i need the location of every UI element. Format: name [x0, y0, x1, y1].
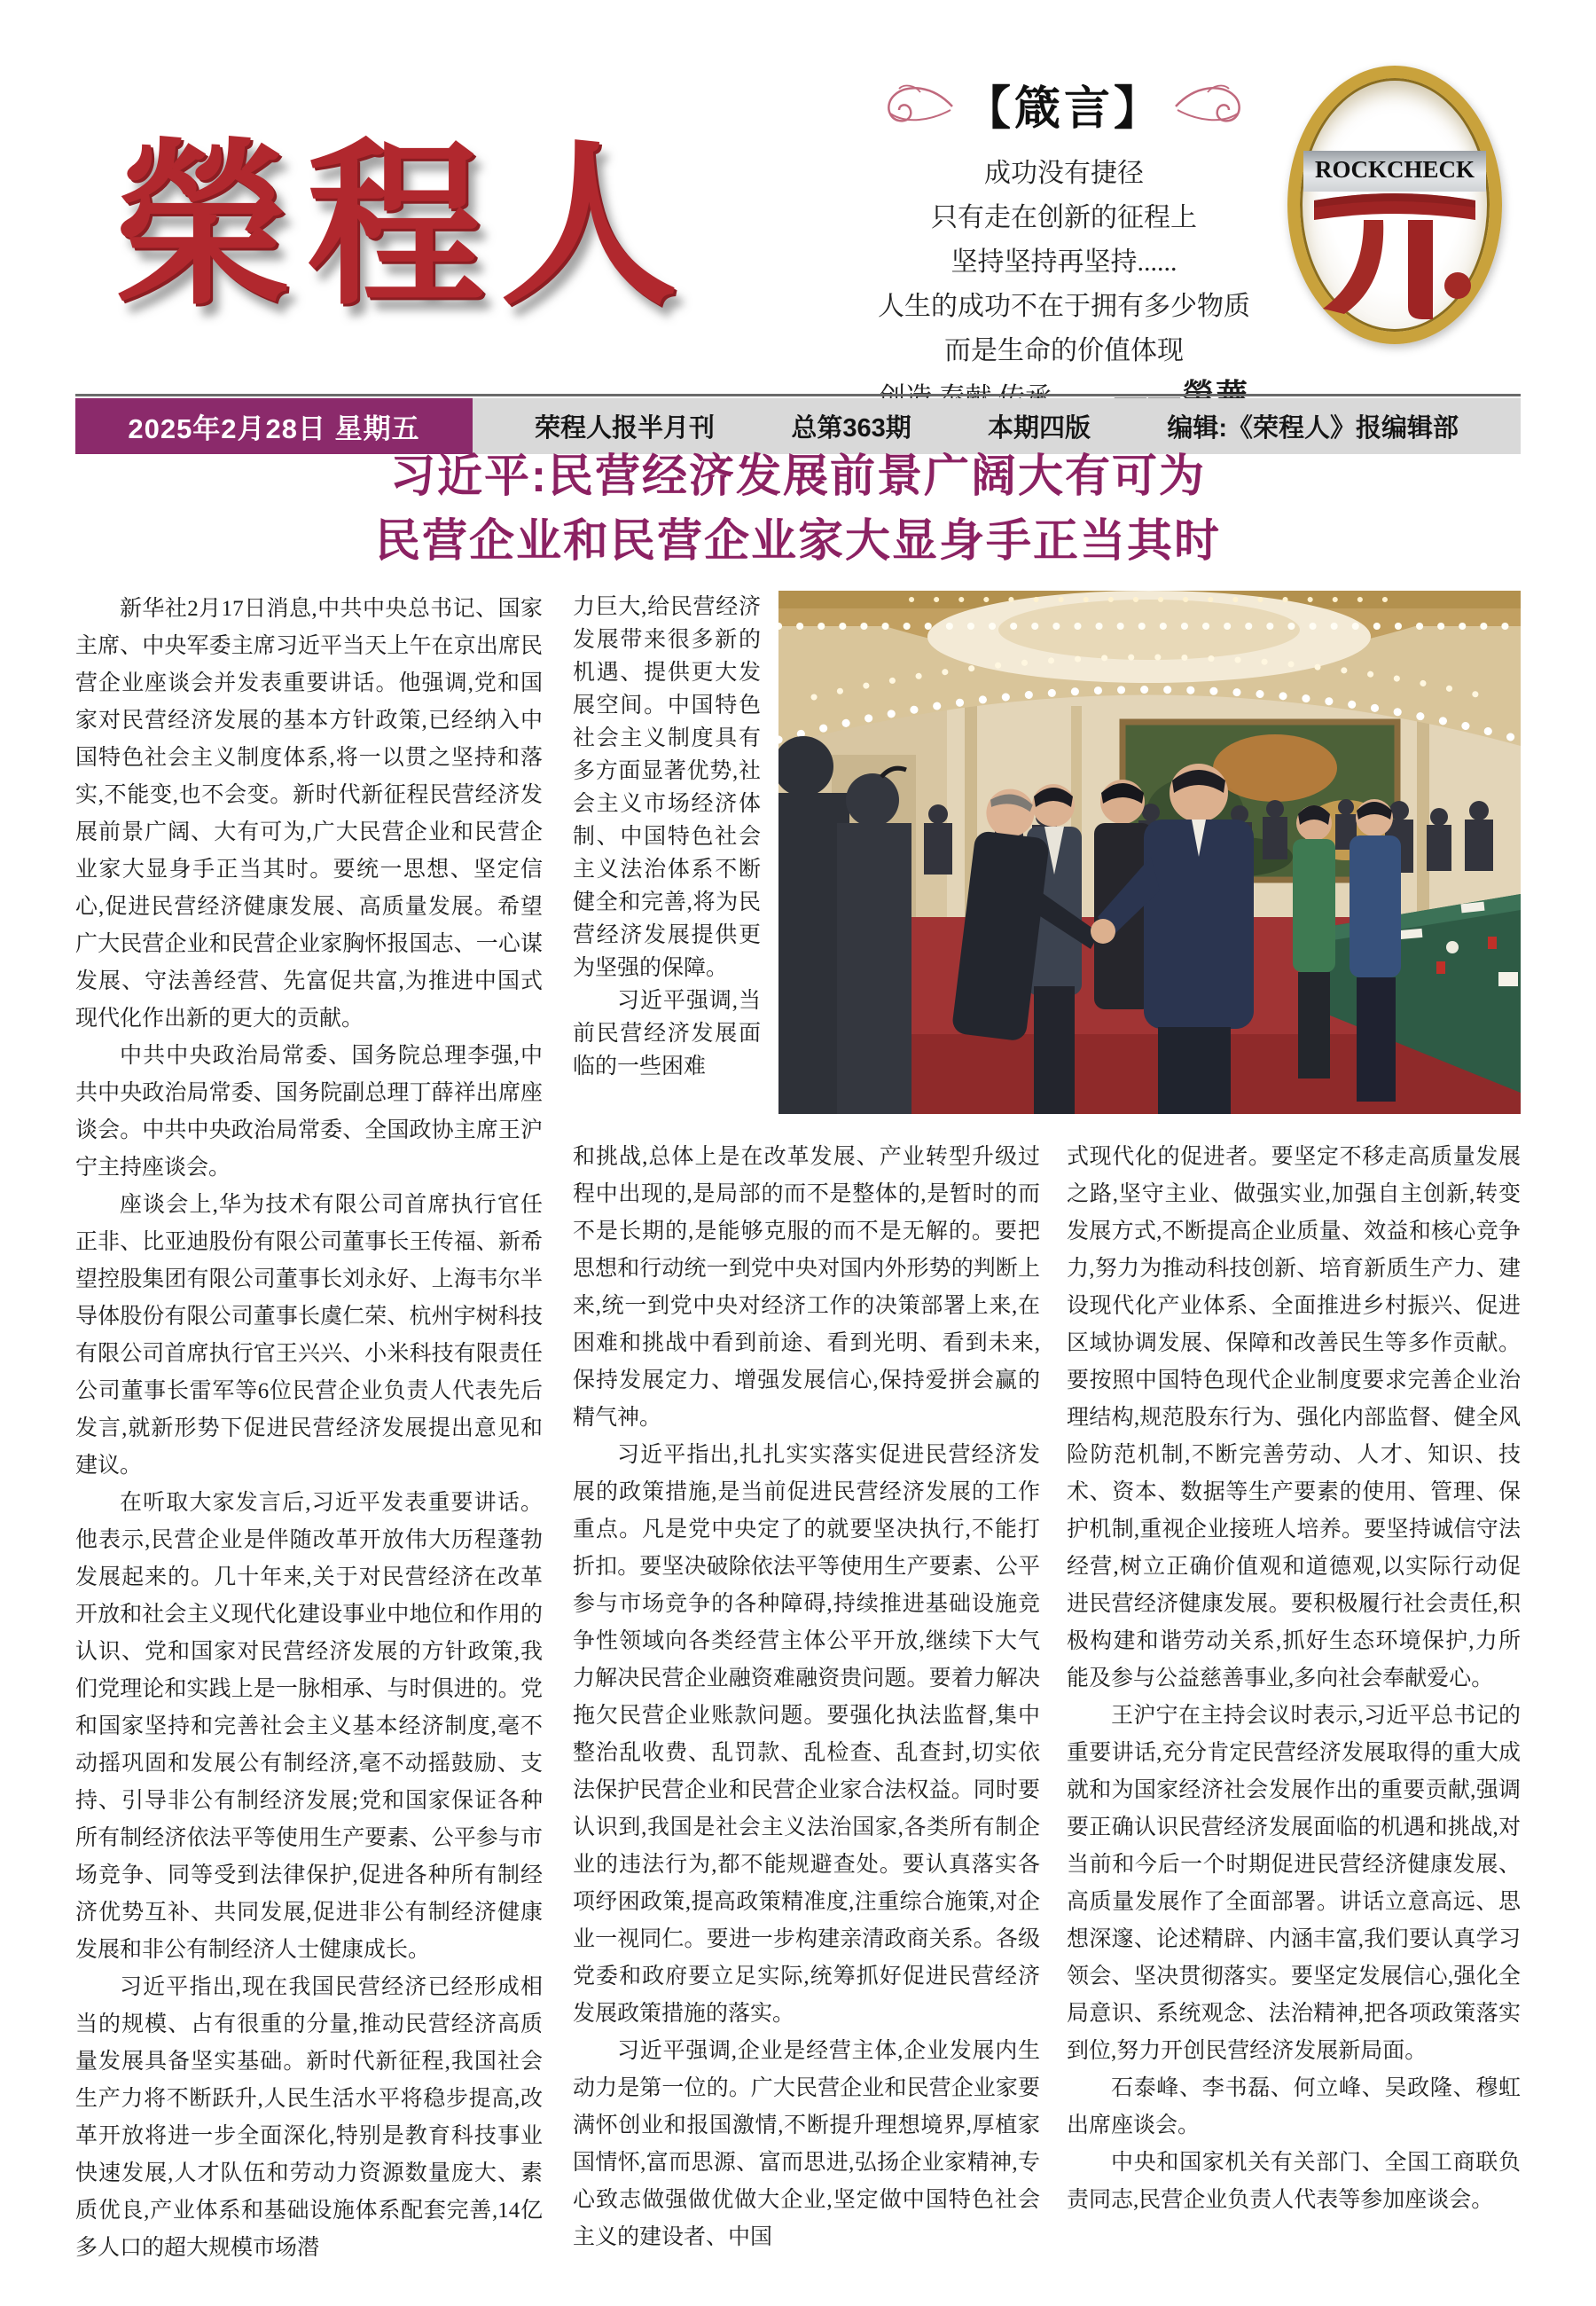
article-paragraph: 王沪宁在主持会议时表示,习近平总书记的重要讲话,充分肯定民营经济发展取得的重大成就和为国家经济社会发展作出的重要贡献,强调要正确认识民营经济发展面临的机遇和挑战,对当前和今后一个时期促进民营经济健康发展、高质量发展作了全面部署。讲话立意高远、思想深邃、论述精辟、内涵丰富,我们要认真学习领会、坚决贯彻落实。要坚定发展信心,强化全局意识、系统观念、法治精神,把各项政策落实到位,努力开创民营经济发展新局面。 [1067, 1704, 1521, 2063]
article-paragraph: 习近平指出,扎扎实实落实促进民营经济发展的政策措施,是当前促进民营经济发展的工作重点。凡是党中央定了的就要坚决执行,不能打折扣。要坚决破除依法平等使用生产要素、公平参与市场竞争的各种障碍,持续推进基础设施竞争性领域向各类经营主体公平开放,继续下大气力解决民营企业融资难融资贵问题。要着力解决拖欠民营企业账款问题。要强化执法监督,集中整治乱收费、乱罚款、乱检查、乱查封,切实依法保护民营企业和民营企业家合法权益。同时要认识到,我国是社会主义法治国家,各类所有制企业的违法行为,都不能规避查处。要认真落实各项纾困政策,提高政策精准度,注重综合施策,对企业一视同仁。要进一步构建亲清政商关系。各级党委和政府要立足实际,统筹抓好促进民营经济发展政策措施的落实。 [573, 1443, 1040, 2026]
article-paragraph: 石泰峰、李书磊、何立峰、吴政隆、穆虹出席座谈会。 [1067, 2076, 1521, 2137]
article-paragraph: 中共中央政治局常委、国务院总理李强,中共中央政治局常委、国务院副总理丁薛祥出席座谈会。中共中央政治局常委、全国政协主席王沪宁主持座谈会。 [75, 1044, 543, 1180]
motto-lines [825, 152, 1303, 373]
meeting-photo-art [778, 591, 1521, 1114]
logo-wordmark: ROCKCHECK [1314, 156, 1475, 183]
issue-number: 总第363期 [791, 414, 911, 443]
article-column-1 [75, 591, 543, 2260]
motto-title: 【箴言】 [964, 83, 1163, 135]
motto-line: 坚持坚持再坚持...... [951, 247, 1177, 277]
article-paragraph: 座谈会上,华为技术有限公司首席执行官任正非、比亚迪股份有限公司董事长王传福、新希望控股集团有限公司董事长刘永好、上海韦尔半导体股份有限公司董事长虞仁荣、杭州宇树科技有限公司首席执行官王兴兴、小米科技有限责任公司董事长雷军等6位民营企业负责人代表先后发言,就新形势下促进民营经济发展提出意见和建议。 [75, 1193, 543, 1478]
headline-line2: 民营企业和民营企业家大显身手正当其时 [374, 515, 1221, 566]
motto-line: 只有走在创新的征程上 [931, 203, 1197, 232]
motto-line: 而是生命的价值体现 [944, 336, 1184, 365]
article-column-2 [573, 1139, 1040, 2249]
article-paragraph: 式现代化的促进者。要坚定不移走高质量发展之路,坚守主业、做强实业,加强自主创新,转变发展方式,不断提高企业质量、效益和核心竞争力,努力为推动科技创新、培育新质生产力、建设现代化产业体系、全面推进乡村振兴、促进区域协调发展、保障和改善民生等多作贡献。要按照中国特色现代企业制度要求完善企业治理结构,规范股东行为、强化内部监督、健全风险防范机制,不断完善劳动、人才、知识、技术、资本、数据等生产要素的使用、管理、保护机制,重视企业接班人培养。要坚持诚信守法经营,树立正确价值观和道德观,以实际行动促进民营经济健康发展。要积极履行社会责任,积极构建和谐劳动关系,抓好生态环境保护,力所能及参与公益慈善事业,多向社会奉献爱心。 [1067, 1145, 1521, 1690]
article-paragraph: 习近平指出,现在我国民营经济已经形成相当的规模、占有很重的分量,推动民营经济高质量发展具备坚实基础。新时代新征程,我国社会生产力将不断跃升,人民生活水平将稳步提高,改革开放将进一步全面深化,特别是教育科技事业快速发展,人才队伍和劳动力资源数量庞大、素质优良,产业体系和基础设施体系配套完善,14亿多人口的超大规模市场潜 [75, 1975, 543, 2260]
edition-info: 本期四版 [988, 414, 1091, 443]
motto-box [825, 71, 1303, 420]
editor-info: 编辑:《荣程人》报编辑部 [1167, 414, 1459, 443]
motto-line: 成功没有捷径 [984, 159, 1144, 188]
rockcheck-logo [1287, 66, 1502, 344]
motto-header [825, 71, 1303, 137]
main-headline [75, 443, 1521, 573]
flourish-left-icon [880, 80, 956, 129]
article-column-2-strip [573, 591, 761, 1119]
article-column-3 [1067, 1139, 1521, 2212]
headline-line1: 习近平:民营经济发展前景广阔大有可为 [390, 451, 1206, 501]
logo-pi-icon [1309, 181, 1481, 332]
article-paragraph: 力巨大,给民营经济发展带来很多新的机遇、提供更大发展空间。中国特色社会主义制度具有多方面显著优势,社会主义市场经济体制、中国特色社会主义法治体系不断健全和完善,将为民营经济发展提供更为坚强的保障。 [573, 595, 761, 980]
publication-name: 荣程人报半月刊 [535, 414, 716, 443]
article-paragraph: 新华社2月17日消息,中共中央总书记、国家主席、中央军委主席习近平当天上午在京出席民营企业座谈会并发表重要讲话。他强调,党和国家对民营经济发展的基本方针政策,已经纳入中国特色社会主义制度体系,将一以贯之坚持和落实,不能变,也不会变。新时代新征程民营经济发展前景广阔、大有可为,广大民营企业和民营企业家大显身手正当其时。要统一思想、坚定信心,促进民营经济健康发展、高质量发展。希望广大民营企业和民营企业家胸怀报国志、一心谋发展、守法善经营、先富促共富,为推进中国式现代化作出新的更大的贡献。 [75, 597, 543, 1031]
newspaper-title: 榮程人 [113, 130, 694, 326]
meeting-photo [778, 591, 1521, 1114]
motto-line: 人生的成功不在于拥有多少物质 [878, 292, 1250, 321]
article-paragraph: 在听取大家发言后,习近平发表重要讲话。他表示,民营企业是伴随改革开放伟大历程蓬勃发展起来的。几十年来,关于对民营经济在改革开放和社会主义现代化建设事业中地位和作用的认识、党和国家对民营经济发展的方针政策,我们党理论和实践上是一脉相承、与时俱进的。党和国家坚持和完善社会主义基本经济制度,毫不动摇巩固和发展公有制经济,毫不动摇鼓励、支持、引导非公有制经济发展;党和国家保证各种所有制经济依法平等使用生产要素、公平参与市场竞争、同等受到法律保护,促进各种所有制经济优势互补、共同发展,促进非公有制经济健康发展和非公有制经济人士健康成长。 [75, 1491, 543, 1962]
date-box: 2025年2月28日 星期五 [75, 398, 473, 454]
article-paragraph: 习近平强调,企业是经营主体,企业发展内生动力是第一位的。广大民营企业和民营企业家要满怀创业和报国激情,不断提升理想境界,厚植家国情怀,富而思源、富而思进,弘扬企业家精神,专心致志做强做优做大企业,坚定做中国特色社会主义的建设者、中国 [573, 2039, 1040, 2249]
dateline-rule [75, 394, 1521, 396]
article-paragraph: 中央和国家机关有关部门、全国工商联负责同志,民营企业负责人代表等参加座谈会。 [1067, 2151, 1521, 2212]
article-paragraph: 习近平强调,当前民营经济发展面临的一些困难 [573, 989, 761, 1078]
article-paragraph: 和挑战,总体上是在改革发展、产业转型升级过程中出现的,是局部的而不是整体的,是暂时的而不是长期的,是能够克服的而不是无解的。要把思想和行动统一到党中央对国内外形势的判断上来,统一到党中央对经济工作的决策部署上来,在困难和挑战中看到前途、看到光明、看到未来,保持发展定力、增强发展信心,保持爱拼会赢的精气神。 [573, 1145, 1040, 1430]
flourish-right-icon [1172, 80, 1248, 129]
